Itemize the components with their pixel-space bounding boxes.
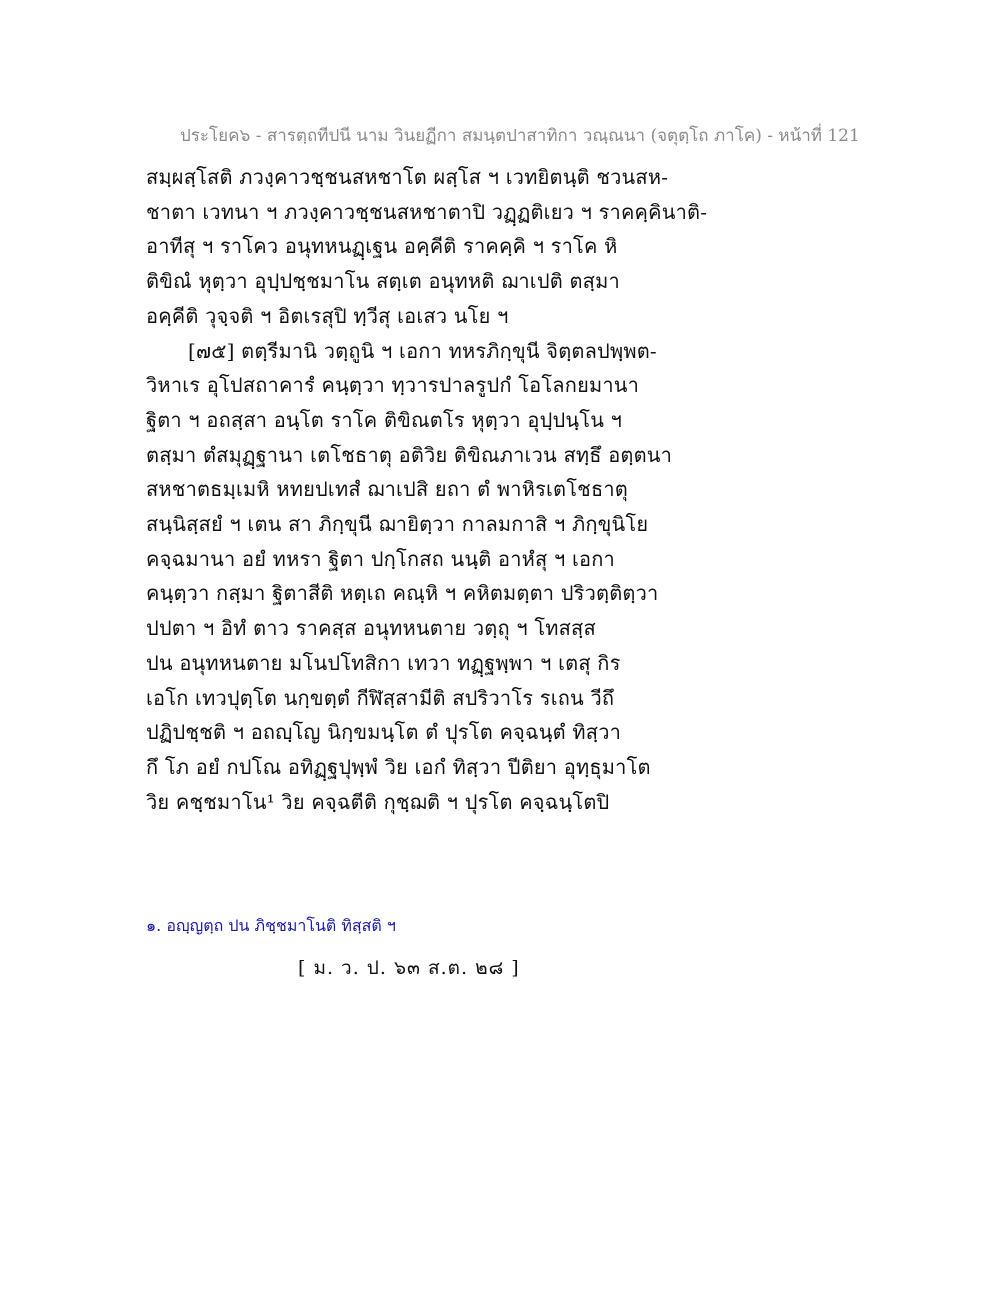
footnote: ๑. อญฺญตฺถ ปน ภิชฺชมาโนติ ทิสฺสติ ฯ <box>146 916 396 935</box>
text-line: สหชาตธมฺเมหิ หทยปเทสํ ฌาเปสิ ยถา ตํ พาหิรเตโชธาตุ <box>146 477 628 502</box>
text-line: ฐิตา ฯ อถสฺสา อนฺโต ราโค ติขิณตโร หุตฺวา อุปฺปนฺโน ฯ <box>146 407 623 432</box>
body-text <box>146 160 706 819</box>
text-line: สนฺนิสฺสยํ ฯ เตน สา ภิกฺขุนี ฌายิตฺวา กาลมกาสิ ฯ ภิกฺขุนิโย <box>146 512 649 537</box>
text-line: กึ โภ อยํ กปโณ อทิฏฺฐปุพฺพํ วิย เอกํ ทิสฺวา ปีติยา อุทฺธุมาโต <box>146 754 651 779</box>
text-line: ปฏิปชฺชติ ฯ อถญฺโญ นิกฺขมนฺโต ตํ ปุรโต คจฺฉนฺตํ ทิสฺวา <box>146 720 622 745</box>
text-line: สมฺผสฺโสติ ภวงฺคาวชฺชนสหชาโต ผสฺโส ฯ เวทยิตนฺติ ชวนสห- <box>146 165 669 189</box>
text-line: ชาตา เวทนา ฯ ภวงฺคาวชฺชนสหชาตาปิ วฏฺฏติเยว ฯ ราคคฺคินาติ- <box>146 199 708 224</box>
text-line: เอโก เทวปุตฺโต นกฺขตฺตํ กีฬิสฺสามีติ สปริวาโร รเถน วีถึ <box>146 685 615 710</box>
text-line: ติขิณํ หุตฺวา อุปฺปชฺชมาโน สตฺเต อนุทหติ ฌาเปติ ตสฺมา <box>146 269 620 294</box>
page-reference: [ ม. ว. ป. ๖๓ ส.ต. ๒๘ ] <box>298 957 520 979</box>
text-line: วิหาเร อุโปสถาคารํ คนฺตฺวา ทฺวารปาลรูปกํ โอโลกยมานา <box>146 373 640 398</box>
text-line: คนฺตฺวา กสฺมา ฐิตาสีติ หตฺเถ คณฺหิ ฯ คหิตมตฺตา ปริวตฺติตฺวา <box>146 581 659 606</box>
text-line: คจฺฉมานา อยํ ทหรา ฐิตา ปกฺโกสถ นนฺติ อาหํสุ ฯ เอกา <box>146 546 615 571</box>
running-header: ประโยค๖ - สารตฺถทีปนี นาม วินยฏีกา สมนฺตปาสาทิกา วณฺณนา (จตุตฺโถ ภาโค) - หน้าที่ 121 <box>180 126 860 146</box>
text-line: วิย คชฺชมาโน¹ วิย คจฺฉตีติ กุชฺฌติ ฯ ปุรโต คจฺฉนฺโตปิ <box>146 789 610 814</box>
text-line: ปปตา ฯ อิทํ ตาว ราคสฺส อนุทหนตาย วตฺถุ ฯ โทสสฺส <box>146 616 596 641</box>
text-line: ปน อนุทหนตาย มโนปโทสิกา เทวา ทฏฺฐพฺพา ฯ เตสุ กิร <box>146 650 621 675</box>
text-line: อาทีสุ ฯ ราโคว อนุทหนฏฺเฐน อคฺคีติ ราคคฺคิ ฯ ราโค หิ <box>146 234 618 259</box>
text-line: ตสฺมา ตํสมุฏฺฐานา เตโชธาตุ อติวิย ติขิณภาเวน สทฺธึ อตฺตนา <box>146 442 673 467</box>
paragraph-start-line: [๗๕] ตตฺรีมานิ วตฺถูนิ ฯ เอกา ทหรภิกฺขุนี จิตฺตลปพฺพต- <box>188 338 657 363</box>
text-line: อคฺคีติ วุจฺจติ ฯ อิตเรสุปิ ทฺวีสุ เอเสว นโย ฯ <box>146 303 509 328</box>
